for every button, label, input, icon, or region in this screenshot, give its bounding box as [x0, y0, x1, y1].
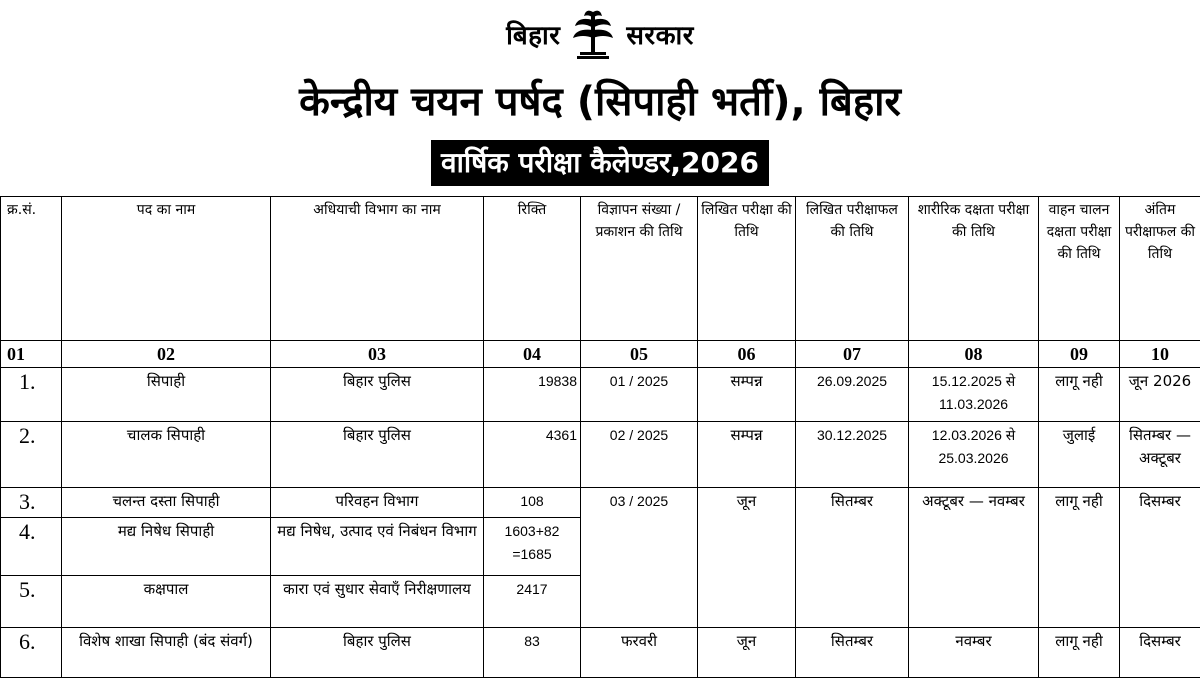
department-cell: मद्य निषेध, उत्पाद एवं निबंधन विभाग — [271, 518, 484, 576]
table-row — [1, 488, 1200, 518]
column-number: 03 — [271, 341, 484, 368]
driving-test-cell: लागू नही — [1039, 368, 1120, 422]
department-cell: कारा एवं सुधार सेवाएँ निरीक्षणालय — [271, 576, 484, 628]
written-result-cell: 26.09.2025 — [796, 368, 909, 422]
serial-cell: 1. — [1, 368, 62, 422]
written-result-cell: सितम्बर — [796, 628, 909, 678]
column-number: 07 — [796, 341, 909, 368]
column-header: वाहन चालन दक्षता परीक्षा की तिथि — [1039, 197, 1120, 341]
calendar-title: वार्षिक परीक्षा कैलेण्डर,2026 — [431, 140, 769, 186]
table-row — [1, 628, 1200, 678]
column-number: 01 — [1, 341, 62, 368]
serial-cell: 5. — [1, 576, 62, 628]
advertisement-cell: 02 / 2025 — [581, 422, 698, 488]
column-header: पद का नाम — [62, 197, 271, 341]
final-result-cell: दिसम्बर — [1120, 488, 1200, 628]
column-header: शारीरिक दक्षता परीक्षा की तिथि — [909, 197, 1039, 341]
vacancy-cell: 108 — [484, 488, 581, 518]
driving-test-cell: लागू नही — [1039, 628, 1120, 678]
gov-left-text: बिहार — [506, 16, 560, 52]
written-result-cell: 30.12.2025 — [796, 422, 909, 488]
board-title: केन्द्रीय चयन पर्षद (सिपाही भर्ती), बिहार — [0, 72, 1200, 132]
column-header: अधियाची विभाग का नाम — [271, 197, 484, 341]
driving-test-cell: लागू नही — [1039, 488, 1120, 628]
post-cell: चालक सिपाही — [62, 422, 271, 488]
post-cell: विशेष शाखा सिपाही (बंद संवर्ग) — [62, 628, 271, 678]
column-header: क्र.सं. — [1, 197, 62, 341]
final-result-cell: सितम्बर — अक्टूबर — [1120, 422, 1200, 488]
post-cell: चलन्त दस्ता सिपाही — [62, 488, 271, 518]
government-banner — [0, 8, 1200, 60]
serial-cell: 3. — [1, 488, 62, 518]
serial-cell: 4. — [1, 518, 62, 576]
column-number: 08 — [909, 341, 1039, 368]
advertisement-cell: फरवरी — [581, 628, 698, 678]
table-header-row — [1, 197, 1200, 341]
column-header: विज्ञापन संख्या / प्रकाशन की तिथि — [581, 197, 698, 341]
exam-calendar-table — [0, 196, 1200, 678]
table-row — [1, 368, 1200, 422]
final-result-cell: दिसम्बर — [1120, 628, 1200, 678]
department-cell: परिवहन विभाग — [271, 488, 484, 518]
department-cell: बिहार पुलिस — [271, 422, 484, 488]
serial-cell: 2. — [1, 422, 62, 488]
column-number: 04 — [484, 341, 581, 368]
table-row — [1, 422, 1200, 488]
vacancy-cell: 83 — [484, 628, 581, 678]
department-cell: बिहार पुलिस — [271, 628, 484, 678]
pet-cell: 15.12.2025 से 11.03.2026 — [909, 368, 1039, 422]
post-cell: मद्य निषेध सिपाही — [62, 518, 271, 576]
pet-cell: 12.03.2026 से 25.03.2026 — [909, 422, 1039, 488]
pet-cell: अक्टूबर — नवम्बर — [909, 488, 1039, 628]
bodhi-tree-emblem-icon — [570, 8, 616, 60]
final-result-cell: जून 2026 — [1120, 368, 1200, 422]
written-exam-cell: सम्पन्न — [698, 368, 796, 422]
column-number: 05 — [581, 341, 698, 368]
advertisement-cell: 03 / 2025 — [581, 488, 698, 628]
vacancy-cell: 1603+82 =1685 — [484, 518, 581, 576]
vacancy-cell: 4361 — [484, 422, 581, 488]
serial-cell: 6. — [1, 628, 62, 678]
driving-test-cell: जुलाई — [1039, 422, 1120, 488]
written-result-cell: सितम्बर — [796, 488, 909, 628]
advertisement-cell: 01 / 2025 — [581, 368, 698, 422]
column-number-row — [1, 341, 1200, 368]
pet-cell: नवम्बर — [909, 628, 1039, 678]
column-header: लिखित परीक्षा की तिथि — [698, 197, 796, 341]
department-cell: बिहार पुलिस — [271, 368, 484, 422]
gov-right-text: सरकार — [626, 16, 694, 52]
vacancy-cell: 2417 — [484, 576, 581, 628]
column-number: 06 — [698, 341, 796, 368]
post-cell: सिपाही — [62, 368, 271, 422]
column-header: रिक्ति — [484, 197, 581, 341]
written-exam-cell: जून — [698, 488, 796, 628]
written-exam-cell: जून — [698, 628, 796, 678]
column-number: 09 — [1039, 341, 1120, 368]
column-header: अंतिम परीक्षाफल की तिथि — [1120, 197, 1200, 341]
written-exam-cell: सम्पन्न — [698, 422, 796, 488]
column-number: 02 — [62, 341, 271, 368]
column-number: 10 — [1120, 341, 1200, 368]
vacancy-cell: 19838 — [484, 368, 581, 422]
column-header: लिखित परीक्षाफल की तिथि — [796, 197, 909, 341]
page-header — [0, 0, 1200, 196]
post-cell: कक्षपाल — [62, 576, 271, 628]
